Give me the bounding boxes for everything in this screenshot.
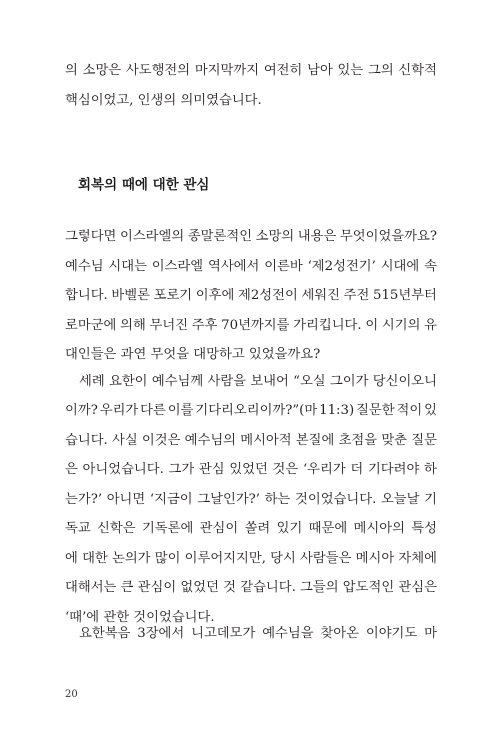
word: 사람을: [207, 374, 247, 389]
word: 그렇다면: [65, 229, 117, 244]
word: 11:3): [319, 403, 355, 418]
word: 세워진: [301, 288, 340, 303]
word: 특성: [411, 521, 437, 536]
word: 다른: [140, 403, 166, 418]
word: 시대는: [108, 259, 147, 274]
word: 예수님의: [184, 433, 237, 448]
word: 로마군에: [65, 318, 117, 333]
word: 이스라엘: [151, 259, 204, 274]
word: 논의가: [111, 551, 151, 566]
word: 이야기도: [365, 626, 418, 641]
word: 예수님: [65, 259, 104, 274]
paragraph: [65, 229, 437, 363]
paragraph: [65, 626, 437, 642]
line-text: 대인들은 과연 무엇을 대망하고 있었을까요?: [65, 347, 321, 362]
word: 남아: [307, 63, 333, 78]
word: 은: [65, 462, 78, 477]
word: 같습니다.: [240, 580, 296, 595]
text-line: [65, 318, 437, 334]
word: 당시: [270, 551, 296, 566]
word: 예수님께: [151, 374, 204, 389]
word: 제2성전이: [237, 288, 298, 303]
word: 습니다.: [65, 433, 108, 448]
text-line: [65, 347, 437, 363]
word: 무너진: [149, 318, 189, 333]
word: 이까?: [65, 403, 98, 418]
word: 메시아: [355, 551, 395, 566]
word: 포로기: [153, 288, 193, 303]
word: 사실: [111, 433, 138, 448]
word: 기다려야: [367, 462, 420, 477]
word: 메시아의: [353, 521, 405, 536]
text-line: [65, 492, 437, 508]
word: 그날인가?’: [197, 492, 261, 507]
text-line: [65, 551, 437, 567]
word: 이를: [167, 403, 194, 418]
word: 가리킵니다.: [293, 318, 362, 333]
word: 맞춘: [381, 433, 408, 448]
word: 종말론적인: [187, 229, 253, 244]
word: 관심은: [398, 580, 437, 595]
word: 우리가: [99, 403, 139, 418]
word: 에: [65, 551, 78, 566]
word: 것은: [272, 462, 299, 477]
word: 것: [223, 580, 237, 595]
word: 사람들은: [300, 551, 352, 566]
word: 소망은: [82, 63, 122, 78]
text-line: [65, 259, 437, 275]
word: 바벨론: [111, 288, 150, 303]
text-line: [65, 610, 437, 626]
word: 것이었습니다.: [295, 492, 377, 507]
word: 있기: [276, 521, 303, 536]
word: 하는: [264, 492, 291, 507]
word: 때문에: [308, 521, 348, 536]
paragraph: [65, 374, 437, 626]
word: 관심: [198, 462, 225, 477]
word: 있는: [337, 63, 364, 78]
word: 오늘날: [380, 492, 420, 507]
word: 있었던: [229, 462, 268, 477]
text-line: [65, 521, 437, 537]
word: 있: [424, 403, 437, 418]
word: 메시아적: [240, 433, 292, 448]
word: 의해: [120, 318, 146, 333]
word: 기: [424, 492, 437, 507]
word: 큰: [120, 580, 134, 595]
word: 이른바: [264, 259, 303, 274]
page-number: 20: [65, 689, 78, 700]
word: 질문한: [356, 403, 395, 418]
word: 주후: [191, 318, 218, 333]
word: 기독론에: [141, 521, 194, 536]
word: 그가: [168, 462, 195, 477]
text-line: [65, 626, 437, 642]
word: 요한이: [108, 374, 148, 389]
word: 의: [65, 63, 78, 78]
word: 속: [424, 259, 437, 274]
word: 초점을: [338, 433, 378, 448]
word: 아니면: [106, 492, 146, 507]
word: 그이가: [329, 374, 369, 389]
line-text: 핵심이었고, 인생의 의미였습니다.: [65, 93, 262, 108]
word: 자체에: [398, 551, 437, 566]
word: 여전히: [263, 63, 303, 78]
word: 이후에: [195, 288, 235, 303]
word: 예수님을: [262, 626, 314, 641]
word: 압도적인: [342, 580, 395, 595]
word: 무엇이었을까요?: [339, 229, 437, 244]
word: 기다리오리이까?”(마: [195, 403, 318, 418]
word: 더: [350, 462, 364, 477]
word: 합니다.: [65, 288, 108, 303]
word: 쏠려: [244, 521, 271, 536]
word: 3장에서: [137, 626, 185, 641]
text-line: [65, 288, 437, 304]
text-line: [65, 580, 437, 596]
word: 마지막까지: [194, 63, 260, 78]
word: 질문: [411, 433, 437, 448]
word: 이것은: [141, 433, 181, 448]
text-line: [65, 63, 437, 79]
word: 관심이: [137, 580, 177, 595]
word: 대한: [82, 551, 108, 566]
word: 보내어: [250, 374, 289, 389]
word: 515년부터: [372, 288, 437, 303]
word: 대해서는: [65, 580, 117, 595]
text-line: [65, 462, 437, 478]
word: ‘우리가: [302, 462, 346, 477]
word: 독교: [65, 521, 91, 536]
word: 적이: [396, 403, 423, 418]
text-line: [65, 374, 437, 390]
word: 아니었습니다.: [82, 462, 164, 477]
word: 70년까지를: [221, 318, 290, 333]
word: 없었던: [180, 580, 219, 595]
word: 내용은: [297, 229, 337, 244]
section-heading: 회복의 때에 대한 관심: [78, 177, 210, 193]
text-line: [65, 433, 437, 449]
word: 는가?’: [65, 492, 103, 507]
word: 관심이: [199, 521, 239, 536]
word: 본질에: [295, 433, 335, 448]
text-line: [65, 403, 437, 419]
word: 마: [424, 626, 437, 641]
word: 세례: [79, 374, 105, 389]
word: 찾아온: [320, 626, 359, 641]
word: 이스라엘의: [119, 229, 185, 244]
word: 소망의: [255, 229, 295, 244]
word: “오실: [293, 374, 326, 389]
word: ‘지금이: [149, 492, 193, 507]
intro-paragraph: [65, 63, 437, 109]
word: 시기의: [381, 318, 421, 333]
line-text: ‘때’에 관한 것이었습니다.: [65, 610, 215, 625]
word: 많이: [154, 551, 181, 566]
word: 주전: [343, 288, 370, 303]
word: 그들의: [300, 580, 339, 595]
word: 하: [424, 462, 437, 477]
word: 요한복음: [79, 626, 131, 641]
word: 사도행전의: [125, 63, 191, 78]
word: 당신이오니: [372, 374, 437, 389]
word: 역사에서: [207, 259, 260, 274]
text-line: [65, 229, 437, 245]
text-line: [65, 93, 437, 109]
word: 신학은: [97, 521, 136, 536]
word: 시대에: [380, 259, 420, 274]
word: 니고데모가: [191, 626, 256, 641]
word: 그의: [367, 63, 394, 78]
word: 신학적: [398, 63, 437, 78]
word: ‘제2성전기’: [307, 259, 376, 274]
word: 이: [365, 318, 379, 333]
word: 유: [424, 318, 437, 333]
word: 이루어지지만,: [184, 551, 266, 566]
